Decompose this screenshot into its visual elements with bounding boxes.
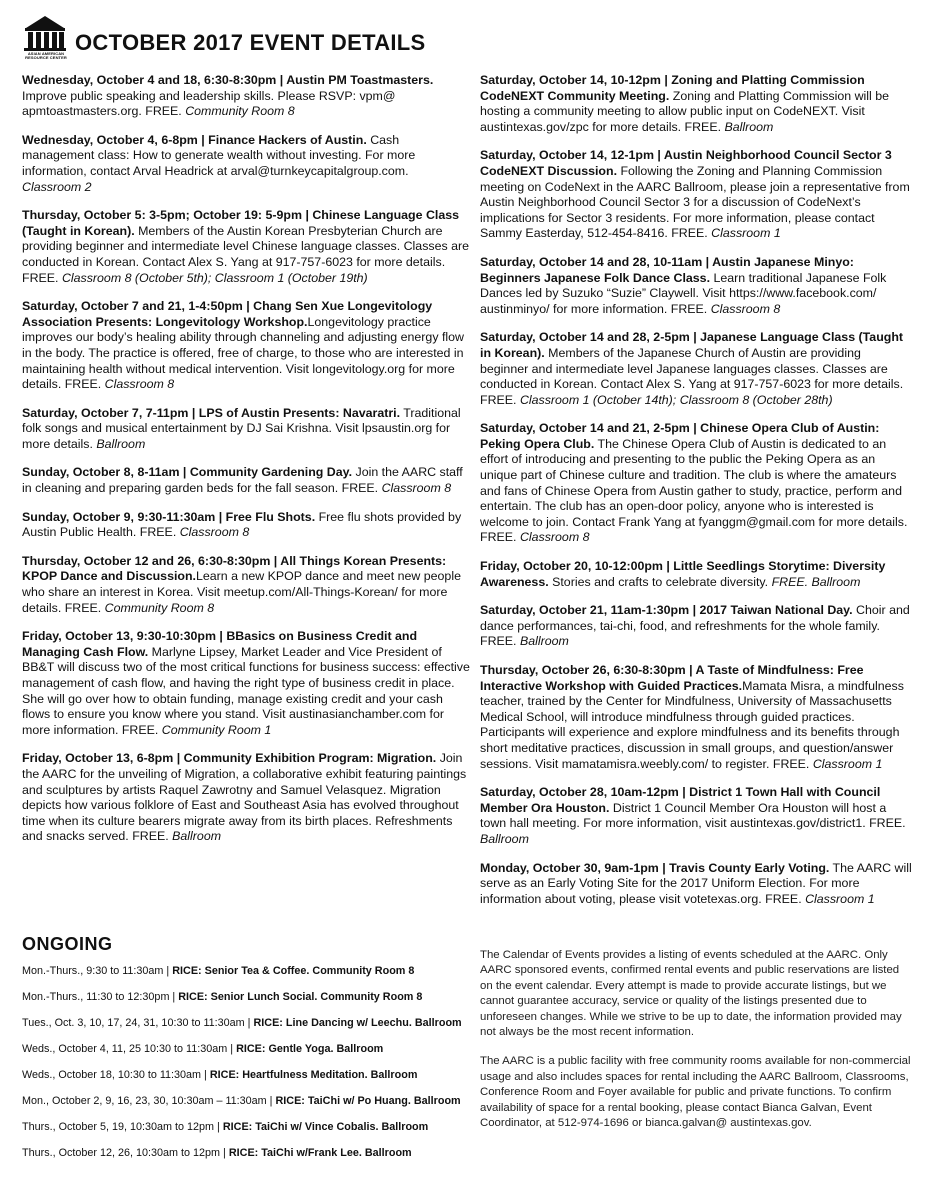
event-description: Choir and dance performances, tai-chi, food, and refreshments for the whole family. FREE. (480, 603, 910, 649)
event-description: Zoning and Platting Commission will be hosting a community meeting to allow public input on CodeNEXT. Visit austintexas.gov/zpc for more details. FREE. (480, 88, 890, 134)
event-location: Classroom 8 (October 5th); Classroom 1 (October 19th) (61, 270, 368, 285)
event-location: Community Room 8 (104, 600, 215, 615)
event-description: Members of the Austin Korean Presbyterian Church are providing beginner and intermediate level Chinese language classes. Classes are conducted in Korean. Contact Alex S. Yang at 917-757-6023 for more details. FREE. (22, 223, 470, 285)
event-location: Classroom 8 (519, 530, 590, 545)
event-heading: Saturday, October 28, 10am-12pm | District 1 Town Hall with Council Member Ora Houston. (480, 785, 881, 815)
event-description: Mamata Misra, a mindfulness teacher, trained by the Center for Mindfulness, University of Massachusetts Medical School, will introduce mindfulness through guided practices. Participants will experience and explore mindfulness and its benefits through short meditative practices, discussion in small groups, and question/answer sessions. Visit mamatamisra.weebly.com/ to register. FREE. (480, 678, 904, 771)
events-right-column (480, 73, 912, 920)
event-item (480, 73, 912, 135)
event-item (480, 255, 912, 317)
event-location: Classroom 2 (22, 179, 92, 194)
event-item (480, 421, 912, 546)
event-description: Join the AARC staff in cleaning and preparing garden beds for the fall season. FREE. (22, 465, 463, 496)
event-description: Following the Zoning and Planning Commission meeting on CodeNext in the AARC Ballroom, please join a representative from Austin Neighborhood Council Sector 3 for a discussion of CodeNext’s implications for Sector 3 residents. For more information, please contact Sammy Easterday, 512-454-8416. FREE. (480, 163, 910, 241)
event-heading: Saturday, October 7, 7-11pm | LPS of Austin Presents: Navaratri. (22, 405, 401, 420)
event-description: Learn traditional Japanese Folk Dances led by Suzuko “Suzie” Claywell. Visit https://www.facebook.com/ austinminyo/ for more information. FREE. (480, 270, 887, 316)
event-heading: Thursday, October 5: 3-5pm; October 19: 5-9pm | Chinese Language Class (Taught in Korean). (22, 208, 460, 238)
event-item (22, 73, 470, 120)
calendar-info (480, 948, 912, 1145)
event-description: District 1 Council Member Ora Houston will host a town hall meeting. For more information, visit austintexas.gov/district1. FREE. (480, 800, 906, 831)
event-location: Classroom 8 (710, 301, 781, 316)
event-description: Members of the Japanese Church of Austin are providing beginner and intermediate level Japanese languages classes. Classes are conducted in Korean. Contact Alex S. Yang at 917-757-6023 for more details. FREE. (480, 345, 904, 407)
event-location: Classroom 8 (381, 481, 452, 496)
event-description: Marlyne Lipsey, Market Leader and Vice President of BB&T will discuss two of the most critical functions for business success: effective management of cash flow, and having the right type of business credit in place. She will go over how to obtain funding, manage existing credit and your cash flows to ensure you know where you stand. Visit austinasianchamber.com for more information. FREE. (22, 644, 470, 737)
event-heading: Wednesday, October 4, 6-8pm | Finance Hackers of Austin. (22, 132, 367, 147)
event-heading: Friday, October 20, 10-12:00pm | Little Seedlings Storytime: Diversity Awareness. (480, 559, 886, 589)
event-location: Community Room 8 (185, 104, 295, 119)
event-heading: Sunday, October 9, 9:30-11:30am | Free Flu Shots. (22, 509, 316, 524)
event-description: Stories and crafts to celebrate diversity. (548, 574, 772, 589)
event-description: Improve public speaking and leadership skills. Please RSVP: vpm@ apmtoastmasters.org. FREE. (22, 88, 396, 119)
event-heading: Saturday, October 21, 11am-1:30pm | 2017 Taiwan National Day. (480, 603, 853, 618)
aarc-logo (22, 14, 68, 64)
event-location: Classroom 1 (812, 756, 883, 771)
event-item (22, 299, 470, 393)
ongoing-activity: RICE: Gentle Yoga. Ballroom (236, 1043, 384, 1055)
event-description: The AARC will serve as an Early Voting Site for the 2017 Uniform Election. For more information about voting, please visit votetexas.org. FREE. (480, 860, 912, 906)
event-heading: Saturday, October 14 and 28, 2-5pm | Japanese Language Class (Taught in Korean). (480, 330, 904, 360)
event-heading: Saturday, October 7 and 21, 1-4:50pm | Chang Sen Xue Longevitology Association Presents: Longevitology Workshop. (22, 299, 433, 329)
event-location: Ballroom (480, 831, 529, 846)
event-item (22, 133, 470, 195)
event-location: Classroom 1 (October 14th); Classroom 8 (October 28th) (519, 392, 833, 407)
event-item (480, 559, 912, 590)
event-description: Longevitology practice improves our body’s healing ability through channeling and adjusting energy flow in the body. The practice is offered, free of charge, to those who are interested in maintaining health without medical intervention. Visit longevitology.org for more details. FREE. (22, 314, 464, 392)
ongoing-item (22, 990, 482, 1016)
event-item (22, 465, 470, 496)
ongoing-time: Mon., October 2, 9, 16, 23, 30, 10:30am – 11:30am | (22, 1095, 276, 1107)
event-location: Ballroom (724, 119, 774, 134)
ongoing-item (22, 1068, 482, 1094)
event-location: Classroom 1 (711, 226, 781, 241)
ongoing-activity: RICE: Line Dancing w/ Leechu. Ballroom (253, 1017, 462, 1029)
ongoing-item (22, 964, 482, 990)
ongoing-time: Thurs., October 5, 19, 10:30am to 12pm | (22, 1121, 223, 1133)
ongoing-time: Weds., October 18, 10:30 to 11:30am | (22, 1069, 210, 1081)
ongoing-item (22, 1016, 482, 1042)
ongoing-time: Mon.-Thurs., 11:30 to 12:30pm | (22, 991, 179, 1003)
page-header (22, 14, 902, 64)
ongoing-time: Mon.-Thurs., 9:30 to 11:30am | (22, 965, 173, 977)
ongoing-activity: RICE: Senior Lunch Social. Community Room 8 (178, 991, 423, 1003)
event-item (480, 785, 912, 847)
event-heading: Monday, October 30, 9am-1pm | Travis County Early Voting. (480, 860, 830, 875)
event-location: Classroom 1 (805, 891, 875, 906)
event-item (22, 406, 470, 453)
event-item (22, 510, 470, 541)
event-heading: Saturday, October 14, 10-12pm | Zoning and Platting Commission CodeNEXT Community Meeting. (480, 73, 865, 103)
event-item (22, 208, 470, 286)
event-location: Classroom 8 (104, 377, 175, 392)
event-heading: Sunday, October 8, 8-11am | Community Gardening Day. (22, 465, 353, 480)
event-location: Ballroom (96, 436, 146, 451)
event-item (480, 663, 912, 772)
calendar-disclaimer: The Calendar of Events provides a listing of events scheduled at the AARC. Only AARC sponsored events, confirmed rental events and public reservations are listed on the event calendar. Every attempt is made to provide accurate listings, but we cannot guarantee accuracy, service or quality of the listings presented due to unforeseen changes. While we strive to be up to date, the information provided may not always be the most recent information. (480, 949, 902, 1039)
event-description: Free flu shots provided by Austin Public Health. FREE. (22, 509, 462, 540)
event-location: Community Room 1 (161, 722, 272, 737)
event-heading: Wednesday, October 4 and 18, 6:30-8:30pm | Austin PM Toastmasters. (22, 73, 434, 87)
event-location: Ballroom (172, 829, 222, 844)
event-description: Cash management class: How to generate wealth without investing. For more information, contact Arval Headrick at arval@turnkeycapitalgroup.com. (22, 132, 416, 178)
event-heading: Friday, October 13, 6-8pm | Community Exhibition Program: Migration. (22, 751, 437, 766)
event-heading: Saturday, October 14 and 21, 2-5pm | Chinese Opera Club of Austin: Peking Opera Club. (480, 421, 880, 451)
event-heading: Saturday, October 14 and 28, 10-11am | Austin Japanese Minyo: Beginners Japanese Folk Dance Class. (480, 254, 854, 285)
ongoing-item (22, 1146, 482, 1172)
ongoing-item (22, 1094, 482, 1120)
event-heading: Thursday, October 12 and 26, 6:30-8:30pm | All Things Korean Presents: KPOP Dance and Discussion. (22, 553, 447, 584)
event-item (22, 751, 470, 845)
ongoing-activity: RICE: Heartfulness Meditation. Ballroom (209, 1069, 418, 1081)
event-location: Classroom 8 (179, 525, 250, 540)
event-item (480, 330, 912, 408)
ongoing-list (22, 964, 482, 1172)
event-description: Join the AARC for the unveiling of Migration, a collaborative exhibit featuring paintings and sculptures by artists Raquel Zawrotny and Samuel Velasquez. Migration depicts how various folklore of East and Southeast Asia has evolved throughout time when its culture bearers migrate away from its birth places. Refreshments and snacks served. FREE. (22, 751, 467, 844)
event-item (480, 148, 912, 242)
event-location: FREE. Ballroom (771, 574, 861, 589)
ongoing-activity: RICE: Senior Tea & Coffee. Community Room 8 (172, 965, 415, 977)
event-heading: Saturday, October 14, 12-1pm | Austin Neighborhood Council Sector 3 CodeNEXT Discussion. (480, 148, 892, 178)
ongoing-time: Tues., Oct. 3, 10, 17, 24, 31, 10:30 to 11:30am | (22, 1017, 254, 1029)
ongoing-activity: RICE: TaiChi w/ Vince Cobalis. Ballroom (222, 1121, 429, 1133)
event-item (22, 554, 470, 616)
ongoing-time: Thurs., October 12, 26, 10:30am to 12pm | (22, 1147, 229, 1159)
building-icon (22, 14, 68, 52)
event-description: Learn a new KPOP dance and meet new people who share an interest in Korea. Visit meetup.com/All-Things-Korean/ for more details. FREE. (22, 569, 461, 615)
event-item (480, 603, 912, 650)
event-description: The Chinese Opera Club of Austin is dedicated to an effort of introducing and presenting to the public the Peking Opera as an unique part of Chinese culture and tradition. The club is where the amateurs and fans of Chinese Opera from Austin gather to study, practice, perform and entertain. The club has an open-door policy, anyone who is interested is welcome to join. Contact Frank Yang at fyanggm@gmail.com for more details. FREE. (480, 436, 908, 545)
events-left-column (22, 73, 470, 858)
ongoing-item (22, 1042, 482, 1068)
event-description: Traditional folk songs and musical entertainment by DJ Sai Krishna. Visit lpsaustin.org for more details. (22, 405, 461, 451)
event-location: Ballroom (519, 634, 569, 649)
event-item (480, 861, 912, 908)
ongoing-activity: RICE: TaiChi w/Frank Lee. Ballroom (228, 1147, 412, 1159)
ongoing-activity: RICE: TaiChi w/ Po Huang. Ballroom (275, 1095, 461, 1107)
event-heading: Thursday, October 26, 6:30-8:30pm | A Taste of Mindfulness: Free Interactive Workshop with Guided Practices. (480, 663, 864, 693)
logo-text: ASIAN AMERICAN RESOURCE CENTER (25, 51, 67, 60)
event-heading: Friday, October 13, 9:30-10:30pm | BBasics on Business Credit and Managing Cash Flow. (22, 629, 418, 659)
ongoing-heading: ONGOING (22, 934, 113, 954)
facility-info: The AARC is a public facility with free community rooms available for non-commercial usage and also includes spaces for rental including the AARC Ballroom, Classrooms, Conference Room and Foyer available for public and private functions. To confirm availability of space for a rental booking, please contact Bianca Galvan, Event Coordinator, at 512-974-1696 or bianca.galvan@ austintexas.gov. (480, 1055, 911, 1130)
ongoing-item (22, 1120, 482, 1146)
page-title: OCTOBER 2017 EVENT DETAILS (75, 30, 426, 55)
ongoing-time: Weds., October 4, 11, 25 10:30 to 11:30am | (22, 1043, 237, 1055)
event-item (22, 629, 470, 738)
